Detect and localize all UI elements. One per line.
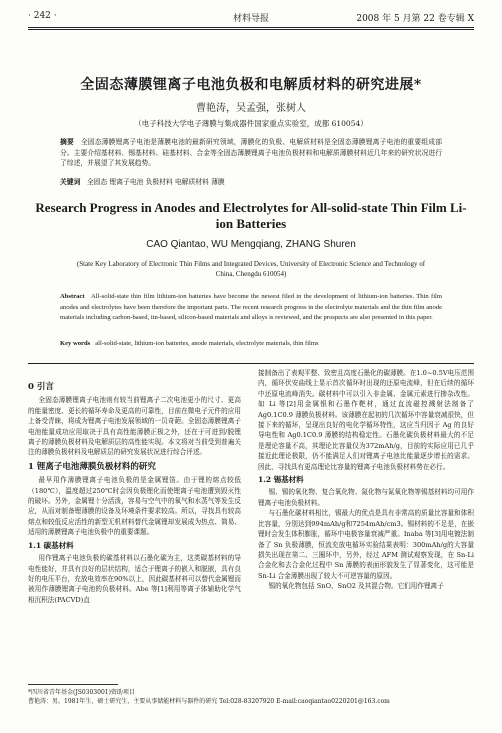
subsection-heading-carbon: 1.1 碳基材料 — [28, 540, 74, 550]
affiliation-english: (State Key Laboratory of Electronic Thin Films and Integrated Devices, University of Electronic Science and Technology of China, Chengdu 610054) — [76, 260, 426, 278]
body-column-left — [28, 378, 241, 605]
section-heading-anode: 1 锂离子电池薄膜负极材料的研究 — [28, 461, 156, 472]
authors-chinese: 曹艳涛，吴孟强，张树人 — [196, 103, 306, 114]
page-number: · 242 · — [28, 11, 57, 21]
section-divider — [28, 363, 474, 364]
keywords-text-en: all-solid-state, lithium-ion batteries, anode materials, electrolyte materials, thin films — [95, 340, 319, 347]
keywords-label-en: Key words — [60, 340, 91, 347]
title-english: Research Progress in Anodes and Electrolytes for All-solid-state Thin Film Li-ion Batteries — [35, 200, 467, 231]
abstract-chinese — [60, 137, 442, 169]
paragraph: 接制备出了表观平整、致密且高度石墨化的碳薄膜。在1.0~0.5V电压范围内，循环伏安曲线上显示首次循环时出现的还原电流峰，但在后续的循环中还原电流峰消失。碳材料中可以引入非金属、金属元素进行掺杂改性。如 Li 等[2]用金属银和石墨作靶材，通过直流磁控溅射法制备了 Ag0.1C0.9 薄膜负极材料。该薄膜在起初的几次循环中容量衰减很快，但接下来的循环，呈现出良好的电化学循环特性，这应当归因于 Ag 的良好导电性和 Ag0.1C0.9 薄膜的结构稳定性。石墨化碳负极材料最大的不足是理论容量不高，其理论比容量仅为372mAh/g，目前的实际应用已几乎接近此理论极限，仍不能满足人们对锂离子电池比能量逐步增长的需求。因此，寻找具有更高理论比容量的锂离子电池负极材料势在必行。 — [258, 369, 474, 471]
paragraph: 全固态薄膜锂离子电池则有较当前锂离子二次电池更小的尺寸、更高的能量密度、更长的循环寿命及更高的可靠性，目前在微电子元件的应用上备受青睐，将成为锂离子电池发展领域的一员奇葩。全固态薄膜锂离子电池能量成功应用取决于具有高性能薄膜正极之外，还在于可进到/脱锂离子的薄膜负极材料及电解质层的高性能实现。本文将对当前受到普遍关注的薄膜负极材料及电解质层的研究发展状况进行综合评述。 — [28, 396, 241, 457]
paragraph: 锡、锡的氧化物、复合氧化物、氮化物与氮氧化物等锡基材料均可用作锂离子电池负极材料。 — [258, 488, 474, 507]
paragraph: 最早用作薄膜锂离子电池负极的是金属锂箔。由于锂的熔点较低（180℃），温度超过250℃时会因负极锂化而使锂离子电池遭到毁灭性的破坏。另外，金属锂十分活泼，容易与空气中的氧气和水蒸气等发生反应，从而对制备锂薄膜的设备及环境条件要求较高。所以，寻找具有较高熔点和较低反应活性的新型无机材料替代金属锂却发展成为热点、简易、适用的薄膜锂离子电池负极中的重要课题。 — [28, 476, 241, 537]
journal-name: 材料导报 — [232, 14, 269, 24]
keywords-label-cn: 关键词 — [60, 178, 81, 186]
abstract-english — [60, 292, 442, 324]
footnote-rule — [28, 684, 118, 685]
abstract-label-en: Abstract — [60, 293, 85, 300]
running-header — [28, 11, 474, 25]
header-rule-bottom — [28, 29, 474, 30]
footnote — [28, 688, 474, 706]
header-rule-top — [28, 27, 474, 28]
paragraph: 用作锂离子电池负极的碳基材料以石墨化碳为主，这类碳基材料的导电性能好，并具有良好的层状结构，适合于锂离子的嵌入和脱嵌，具有良好的电压平台，充放电效率在90%以上，因此碳基材料可以替代金属锂而被用作薄膜锂离子电池的负极材料。Abe 等[1]利用等离子体辅助化学气相沉积法(PACVD)直 — [28, 554, 241, 604]
keywords-english — [60, 340, 442, 347]
footnote-fund: *四川省青年基金(JS0303001)资助项目 — [28, 689, 135, 696]
paragraph: 与石墨化碳材料相比，锡最大的优点是具有非常高的质量比容量和体积比容量，分别达到994mAh/g和7254mAh/cm3。锡材料的不足是，在嵌锂时会发生体积膨胀，循环中电极容量衰减严重。Inaba 等[3]用电镀法制备了 Sn 负极薄膜，恒流充放电循环实验结果表明：300mAh/g的大容量损失出现在第二、三圈环中，另外，经过 AFM 测试观察发现，在 Sn-Li 合金化和去合金化过程中 Sn 薄膜的表面形貌发生了显著变化，这可能是 Sn-Li 合金薄膜出现了较大不可逆容量的原因。 — [258, 509, 474, 580]
abstract-label-cn: 摘要 — [60, 138, 74, 146]
body-column-right — [258, 368, 474, 592]
subsection-heading-tin: 1.2 锡基材料 — [258, 475, 304, 485]
affiliation-chinese: （电子科技大学电子薄膜与集成器件国家重点实验室，成都 610054） — [134, 119, 368, 128]
authors-english: CAO Qiantao, WU Mengqiang, ZHANG Shuren — [146, 239, 356, 250]
paragraph: 锡的氧化物包括 SnO、SnO2 及其混合物。它们用作锂离子 — [268, 582, 444, 591]
issue-info: 2008 年 5 月第 22 卷专辑 Ⅹ — [356, 14, 474, 24]
keywords-text-cn: 全固态 锂离子电池 负极材料 电解质材料 薄膜 — [86, 178, 225, 186]
abstract-text-cn: 全固态薄膜锂离子电池是薄膜电池的最新研究领域，薄膜化的负极、电解质材料是全固态薄膜锂离子电池的重要组成部分。主要介绍基材料、锡基材料、硅基材料、合金等全固态薄膜锂离子电池负极材料和电解质薄膜材料近几年来的研究状况进行了综述，并展望了其发展趋势。 — [60, 138, 443, 167]
title-chinese: 全固态薄膜锂离子电池负极和电解质材料的研究进展* — [80, 77, 422, 93]
section-heading-intro: 0 引言 — [28, 382, 54, 392]
abstract-text-en: All-solid-state thin film lithium-ion batteries have become the newest filed in the development of lithium-ion batteries. Thin film anodes and electrolytes have been therefore the important parts. The recent research progress in the electrolyte materials and the thin film anode materials including carbon-based, tin-based, silicon-based materials and alloys is reviewed, and the prospects are also presented in this paper. — [60, 293, 442, 321]
footnote-bio: 曹艳涛：男，1981年生，硕士研究生，主要从事储能材料与器件的研究 Tel:028-83207920 E-mail:caoqiantao0220201@163.com — [28, 698, 390, 705]
keywords-chinese — [60, 176, 442, 186]
